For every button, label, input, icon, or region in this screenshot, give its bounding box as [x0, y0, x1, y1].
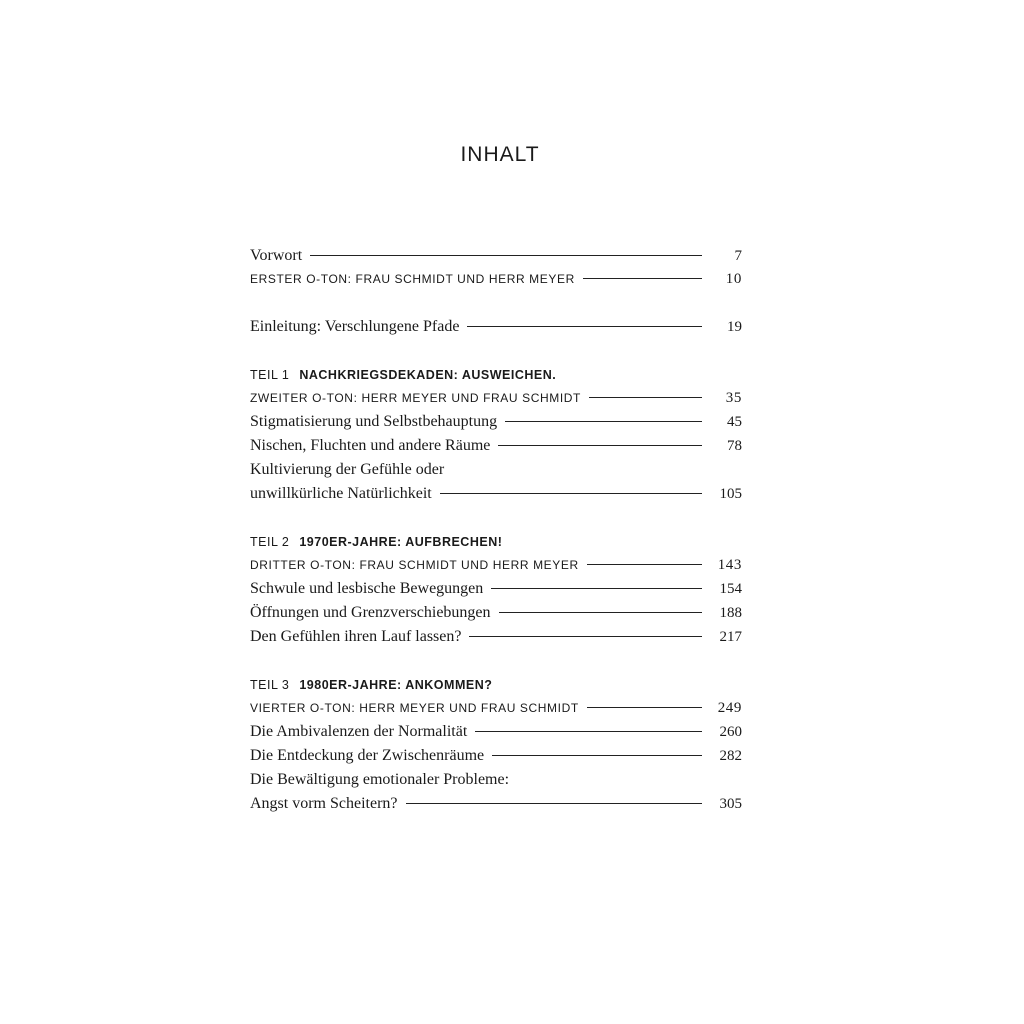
spacer [250, 339, 742, 363]
entry-label: VIERTER O-TON: HERR MEYER UND FRAU SCHMIDT [250, 701, 579, 715]
page-number: 260 [719, 724, 742, 740]
toc-entry[interactable] [250, 410, 742, 434]
part-number: TEIL 2 [250, 535, 290, 549]
page-number: 19 [727, 319, 742, 335]
entry-label: DRITTER O-TON: FRAU SCHMIDT UND HERR MEYER [250, 558, 579, 572]
page-number: 154 [719, 581, 742, 597]
part-heading-2 [250, 530, 742, 554]
toc-entry-vorwort[interactable] [250, 244, 742, 268]
page-number: 188 [719, 605, 742, 621]
toc-entry-einleitung[interactable] [250, 315, 742, 339]
leader-line [587, 564, 702, 565]
part-name: NACHKRIEGSDEKADEN: AUSWEICHEN. [299, 368, 557, 382]
page-number: 78 [727, 438, 742, 454]
leader-line [589, 397, 702, 398]
leader-line [587, 707, 702, 708]
leader-line [583, 278, 702, 279]
page-number: 105 [719, 486, 742, 502]
leader-line [475, 731, 702, 732]
entry-label: Öffnungen und Grenzverschiebungen [250, 604, 491, 621]
leader-line [467, 326, 702, 327]
toc-entry[interactable] [250, 434, 742, 458]
page-number: 7 [734, 248, 742, 264]
leader-line [499, 612, 702, 613]
part-heading-1 [250, 363, 742, 387]
entry-label: Schwule und lesbische Bewegungen [250, 580, 484, 597]
entry-label: Einleitung: Verschlungene Pfade [250, 318, 460, 335]
part-heading-3 [250, 673, 742, 697]
entry-label: Den Gefühlen ihren Lauf lassen? [250, 628, 462, 645]
entry-label: Nischen, Fluchten und andere Räume [250, 437, 491, 454]
leader-line [498, 445, 702, 446]
toc-entry[interactable] [250, 625, 742, 649]
leader-line [491, 588, 702, 589]
leader-line [310, 255, 702, 256]
entry-label: ZWEITER O-TON: HERR MEYER UND FRAU SCHMIDT [250, 391, 581, 405]
entry-label: Stigmatisierung und Selbstbehauptung [250, 413, 498, 430]
part-name: 1980ER-JAHRE: ANKOMMEN? [299, 678, 493, 692]
table-of-contents [250, 244, 742, 816]
page-title: INHALT [460, 143, 540, 166]
toc-entry[interactable] [250, 697, 742, 720]
leader-line [406, 803, 702, 804]
toc-entry-line1[interactable] [250, 768, 742, 792]
page-number: 217 [719, 629, 742, 645]
spacer [250, 649, 742, 673]
spacer [250, 291, 742, 315]
leader-line [440, 493, 702, 494]
entry-label: ERSTER O-TON: FRAU SCHMIDT UND HERR MEYER [250, 272, 575, 286]
entry-label-line1: Kultivierung der Gefühle oder [250, 461, 445, 478]
toc-entry[interactable] [250, 482, 742, 506]
leader-line [505, 421, 702, 422]
part-number: TEIL 3 [250, 678, 290, 692]
spacer [250, 506, 742, 530]
entry-label: Angst vorm Scheitern? [250, 795, 398, 812]
page-number: 10 [725, 271, 742, 287]
page-number: 143 [717, 557, 742, 573]
page-number: 249 [717, 700, 742, 716]
toc-entry[interactable] [250, 792, 742, 816]
toc-entry[interactable] [250, 744, 742, 768]
toc-entry-o-ton-1[interactable] [250, 268, 742, 291]
page-number: 45 [727, 414, 742, 430]
leader-line [492, 755, 702, 756]
entry-label-line1: Die Bewältigung emotionaler Probleme: [250, 771, 510, 788]
part-name: 1970ER-JAHRE: AUFBRECHEN! [299, 535, 503, 549]
page-number: 35 [725, 390, 742, 406]
entry-label: Vorwort [250, 247, 303, 264]
entry-label: Die Ambivalenzen der Normalität [250, 723, 468, 740]
part-number: TEIL 1 [250, 368, 290, 382]
toc-entry[interactable] [250, 554, 742, 577]
entry-label: Die Entdeckung der Zwischenräume [250, 747, 485, 764]
toc-entry[interactable] [250, 720, 742, 744]
page-number: 305 [719, 796, 742, 812]
leader-line [469, 636, 702, 637]
toc-entry[interactable] [250, 387, 742, 410]
toc-entry[interactable] [250, 577, 742, 601]
page-number: 282 [719, 748, 742, 764]
toc-entry[interactable] [250, 601, 742, 625]
toc-entry-line1[interactable] [250, 458, 742, 482]
entry-label: unwillkürliche Natürlichkeit [250, 485, 432, 502]
